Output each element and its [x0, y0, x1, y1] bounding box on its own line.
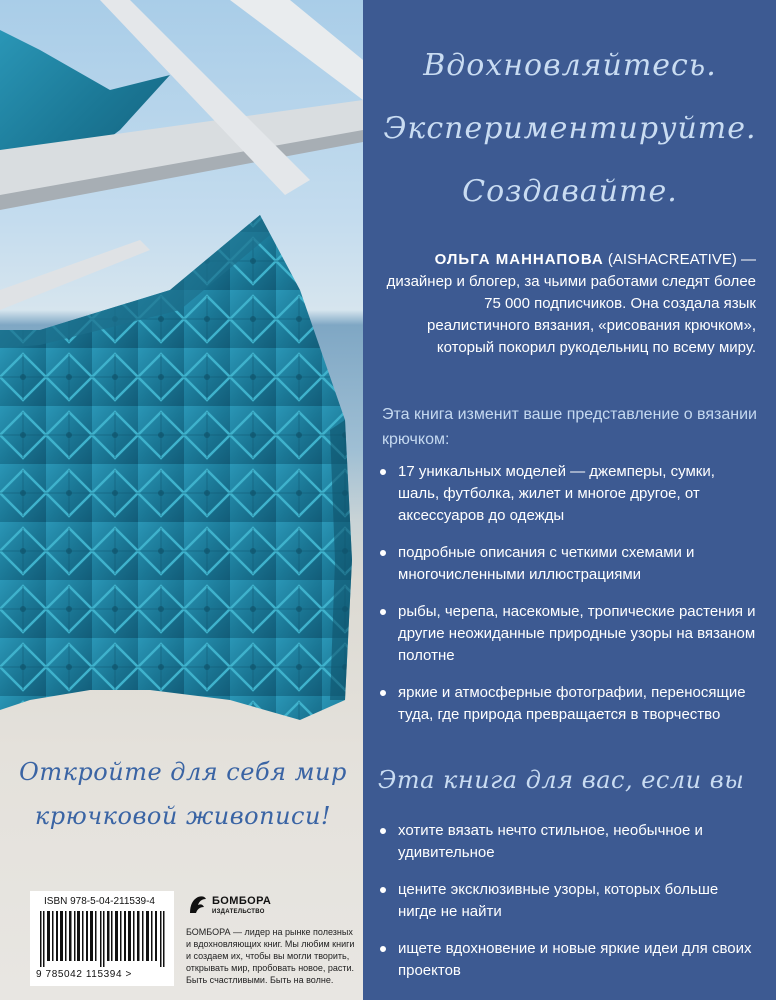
barcode	[30, 891, 174, 986]
publisher-name: БОМБОРА	[212, 895, 272, 907]
cover-photo	[0, 0, 363, 1000]
publisher-subtitle: ИЗДАТЕЛЬСТВО	[212, 909, 265, 915]
audience-list	[378, 820, 758, 997]
list-item: рыбы, черепа, насекомые, тропические растения и другие неожиданные природные узоры на вязаном полотне	[378, 601, 758, 667]
cover-motto	[370, 34, 770, 223]
book-intro: Эта книга изменит ваше представление о вязании крючком:	[382, 406, 757, 448]
barcode-bars	[40, 911, 166, 967]
list-item: ищете вдохновение и новые яркие идеи для своих проектов	[378, 938, 758, 982]
motto-line-2: Экспериментируйте.	[383, 111, 757, 146]
list-item: 17 уникальных моделей — джемперы, сумки, шаль, футболка, жилет и многое другое, от аксессуаров до одежды	[378, 461, 758, 527]
motto-line-1: Вдохновляйтесь.	[423, 48, 717, 83]
author-name: ОЛЬГА МАННАПОВА	[434, 251, 604, 268]
author-handle: (AISHACREATIVE) —	[607, 251, 756, 268]
barcode-digits: 9 785042 115394 >	[36, 969, 132, 980]
author-description: дизайнер и блогер, за чьими работами следят более 75 000 подписчиков. Она создала язык реалистичного вязания, «рисования крючком», который покорил рукодельниц по всему миру.	[386, 273, 756, 356]
left-tagline	[18, 750, 348, 838]
list-item: яркие и атмосферные фотографии, переносящие туда, где природа превращается в творчество	[378, 682, 758, 726]
list-item: хотите вязать нечто стильное, необычное и удивительное	[378, 820, 758, 864]
tagline-line-1: Откройте для себя мир	[19, 758, 347, 786]
publisher-description: БОМБОРА — лидер на рынке полезных и вдохновляющих книг. Мы любим книги и создаем их, чтобы вы могли творить, открывать мир, пробовать новое, расти. Быть счастливыми. Быть на волне.	[186, 927, 355, 985]
motto-line-3: Создавайте.	[462, 174, 678, 209]
list-item: цените эксклюзивные узоры, которых больше нигде не найти	[378, 879, 758, 923]
shawl-illustration	[0, 0, 363, 1000]
features-list	[378, 461, 758, 741]
isbn-text: ISBN 978-5-04-211539-4	[44, 896, 155, 907]
bombora-wave-icon	[188, 893, 208, 915]
audience-heading: Эта книга для вас, если вы	[378, 766, 745, 794]
tagline-line-2: крючковой живописи!	[34, 802, 332, 830]
author-bio	[380, 249, 756, 359]
list-item: подробные описания с четкими схемами и многочисленными иллюстрациями	[378, 542, 758, 586]
